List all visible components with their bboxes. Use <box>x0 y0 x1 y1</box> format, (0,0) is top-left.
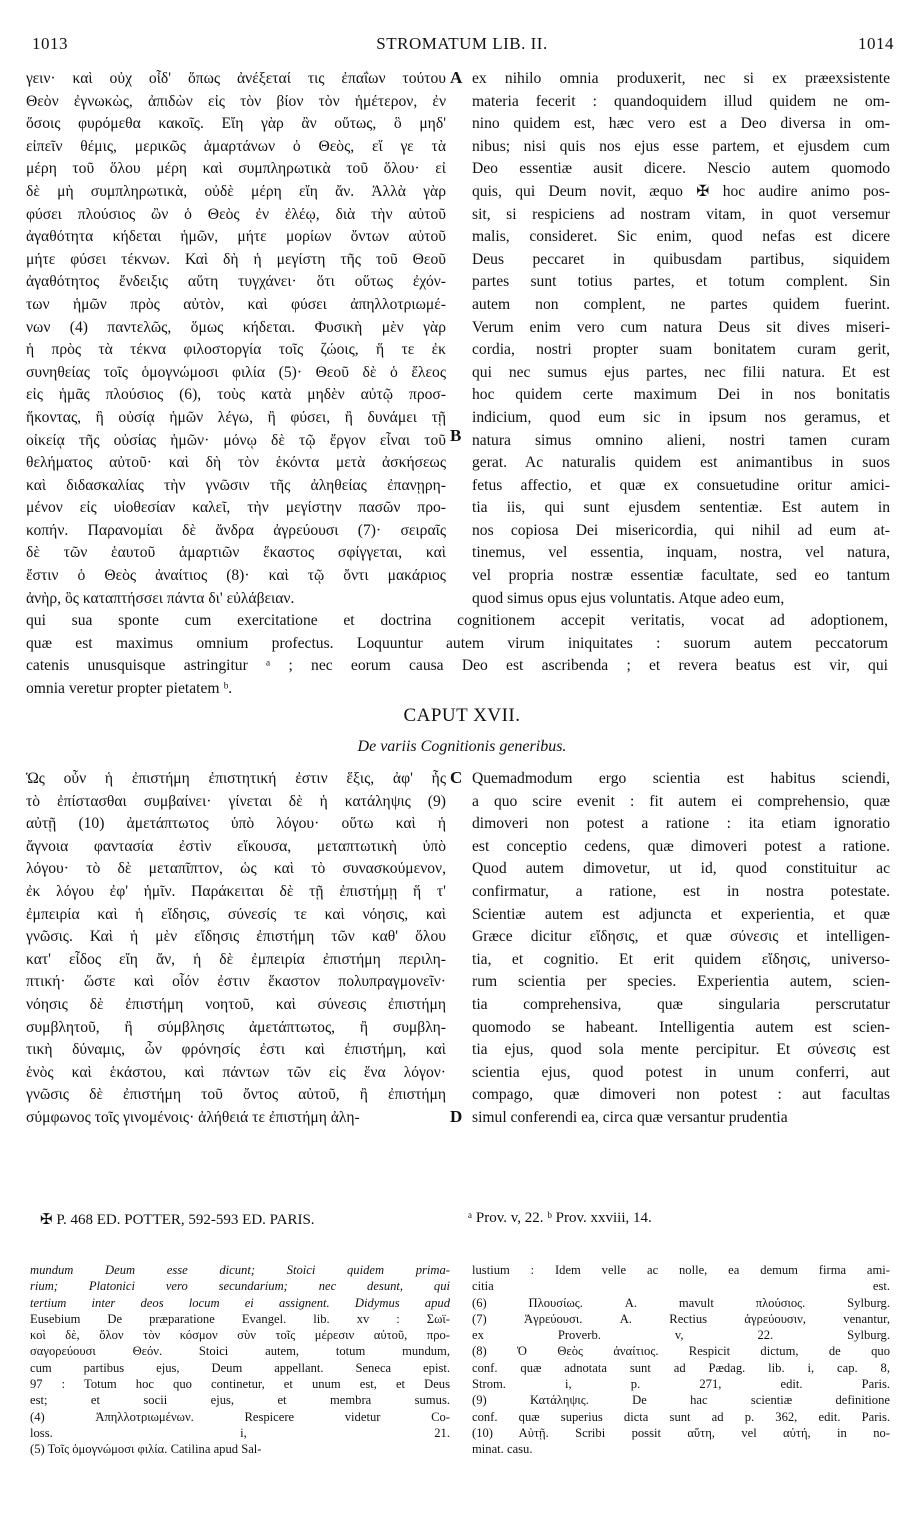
footnote-line: cum partibus ejus, Deum appellant. Seneca epist. <box>30 1360 450 1375</box>
greek-text-line: εἰπεῖν θέμις, μερικῶς ἁμαρτάνων ὁ Θεὸς, εἴ γε τὰ <box>26 137 446 155</box>
latin-text-line: vel propria nostræ essentiæ facultate, sed eo tantum <box>472 567 890 585</box>
footnote-line: citia est. <box>472 1279 890 1294</box>
greek-text-line: καὶ διδασκαλίας τὴν γνῶσιν τῆς ἀληθείας ἐπανῃρη- <box>26 476 446 494</box>
latin-text-line: quomodo se habeant. Intelligentia autem est scien- <box>472 1018 890 1036</box>
greek-text-line: αὐτῇ (10) ἀμετάπτωτος ὑπὸ λόγου· οὕτω καὶ ἡ <box>26 815 446 833</box>
greek-text-line: ἥκοντας, ἢ οὐσίᾳ ἡμῶν λέγω, ἢ φύσει, ἢ δυνάμει τῇ <box>26 408 446 426</box>
greek-text-line: Ὡς οὖν ἡ ἐπιστήμη ἐπιστητική ἐστιν ἕξις, ἀφ' ἧς <box>26 770 446 787</box>
latin-text-line: compago, quæ dimoveri non potest : aut facultas <box>472 1086 890 1104</box>
latin-text-line: rum scientia per species. Experientia autem, scien- <box>472 973 890 991</box>
greek-text-line: ἀγαθότητα κήδεται ἡμῶν, μήτε μορίων ὄντων αὐτοῦ <box>26 228 446 246</box>
latin-text-line: indicium, quod eum sic in ipsum nos geramus, et <box>472 408 890 426</box>
footnote-line: conf. quæ adnotata sunt ad Pædag. lib. i, cap. 8, <box>472 1360 890 1375</box>
margin-marker-b: B <box>450 426 462 445</box>
left-page-number: 1013 <box>32 34 68 53</box>
greek-text-line: τὸ ἐπίστασθαι συμβαίνει· γίνεται δὲ ἡ κατάληψις (9) <box>26 792 446 810</box>
greek-text-line: νων (4) παντελῶς, ὅμως κήδεται. Φυσικὴ μὲν γὰρ <box>26 318 446 336</box>
greek-text-line: πτική· ὥστε καὶ οἷόν ἐστιν ἕκαστον πολυπραγμονεῖν· <box>26 973 446 991</box>
greek-text-line: ἀγαθότητος ἔνδειξις αὕτη τυγχάνει· ὅτι οὕτως ἐχόν- <box>26 273 446 291</box>
footnote-line: (7) Ἀγρεύουσι. A. Rectius ἀγρεύουσιν, venantur, <box>472 1311 890 1326</box>
latin-text-line: tia comprehensiva, quæ singularia perscrutatur <box>472 995 890 1013</box>
greek-column-chapter <box>26 768 446 1130</box>
greek-text-line: γειν· καὶ οὐχ οἶδ' ὅπως ἀνέξεταί τις ἐπαΐων τούτου <box>26 70 446 87</box>
latin-text-line: qui sua sponte cum exercitatione et doctrina cognitionem accepit veritatis, vocat ad adoptionem, <box>26 612 888 629</box>
greek-text-line: ἡ πρὸς τὰ τέκνα φιλοστοργία τοῖς ζώοις, ἥ τε ἐκ <box>26 341 446 359</box>
greek-text-line: Θεὸν ἐγνωκὼς, ἀπιδὼν εἰς τὸν βίον τὸν ἡμέτερον, ἐν <box>26 92 446 110</box>
scripture-references: ᵃ Prov. v, 22. ᵇ Prov. xxviii, 14. <box>468 1210 652 1226</box>
greek-text-line: ἔστιν ὁ Θεὸς ἀναίτιος (8)· καὶ τῷ ὄντι μακάριος <box>26 567 446 585</box>
latin-column-top <box>472 68 890 610</box>
latin-text-line: gerat. Ac naturalis quidem est animantibus in suos <box>472 454 890 472</box>
footnote-line: (8) Ὁ Θεὸς ἀναίτιος. Respicit dictum, de quo <box>472 1344 890 1359</box>
footnote-line: (4) Ἀπηλλοτριωμένων. Respicere videtur Co- <box>30 1409 450 1424</box>
margin-marker-d: D <box>450 1107 463 1126</box>
latin-text-line: tia iis, qui sunt ejusdem sententiæ. Est autem in <box>472 499 890 517</box>
greek-text-line: εἰς ἡμᾶς πλούσιος (6), τοὺς κατὰ μηδὲν αὐτῷ προσ- <box>26 386 446 404</box>
greek-text-line: οἰκείᾳ τῆς οὐσίας ἡμῶν· μόνῳ δὲ τῷ ἔργον εἶναι τοῦ <box>26 431 446 449</box>
footnote-line: (10) Αὐτῇ. Scribi possit αὕτη, vel αὐτή, in no- <box>472 1425 890 1440</box>
latin-text-line: Deus peccaret in quibusdam partibus, siquidem <box>472 250 890 268</box>
greek-text-line: μέρη τοῦ ὅλου μέρη καὶ συμπληρωτικὰ τοῦ ὅλου· εἰ <box>26 160 446 178</box>
latin-column-chapter <box>472 768 890 1130</box>
greek-text-line: ἑνὸς καὶ ἑκάστου, καὶ πάντων τῶν εἰς ἕνα λόγον· <box>26 1063 446 1081</box>
latin-text-line: natura simus omnino alieni, nostri tamen curam <box>472 431 890 449</box>
latin-text-line: qui nec sumus ejus partes, nec filii natura. Et est <box>472 363 890 381</box>
greek-text-line: συμβλητοῦ, ἢ σύμβλησις ἀμετάπτωτος, ἢ συμβλη- <box>26 1018 446 1036</box>
latin-text-line: nibus; nisi quis nos ejus esse partem, et ejusdem cum <box>472 137 890 155</box>
latin-text-line: partes sunt totius partes, et totum complent. Sin <box>472 273 890 291</box>
greek-text-line: γνῶσις δὲ ἐπιστήμη τοῦ ὄντος αὐτοῦ, ἢ ἐπιστήμη <box>26 1086 446 1104</box>
greek-text-line: κοπήν. Παρανομίαι δὲ ἄνδρα ἀγρεύουσι (7)· σειραῖς <box>26 521 446 539</box>
latin-text-line: cordia, nostri propter suam bonitatem curam gerit, <box>472 341 890 359</box>
greek-text-line: λόγου· τὸ δὲ μεταπῖπτον, ὡς καὶ τὸ συνασκούμενον, <box>26 860 446 878</box>
footnote-line: (9) Κατάληψις. De hac scientiæ definitione <box>472 1393 890 1408</box>
footnote-line: minat. casu. <box>472 1442 533 1457</box>
greek-text-line: νόησις δὲ ἐπιστήμη νοητοῦ, καὶ σύνεσις ἐπιστήμη <box>26 995 446 1013</box>
edition-reference: ✠ P. 468 ED. POTTER, 592-593 ED. PARIS. <box>40 1212 315 1228</box>
footnote-line: tertium inter deos locum ei assignent. Didymus apud <box>30 1295 450 1310</box>
footnote-line: (5) Τοῖς ὁμογνώμοσι φιλία. Catilina apud Sal- <box>30 1442 262 1457</box>
footnote-line: σαγορεύουσι Θεόν. Stoici autem, totum mundum, <box>30 1344 450 1359</box>
greek-text-line: δὲ μὴ συμπληρωτικὰ, οὐδὲ μέρη εἴη ἄν. Ἀλλὰ γὰρ <box>26 182 446 200</box>
latin-text-line: nos copiosa Dei misericordia, qui nihil ad eum at- <box>472 521 890 539</box>
greek-text-line: μήτε φύσει τέκνων. Καὶ δὴ ἡ μεγίστη τῆς τοῦ Θεοῦ <box>26 250 446 268</box>
footnote-line: mundum Deum esse dicunt; Stoici quidem prima- <box>30 1263 450 1277</box>
latin-text-line: sit, si respiciens ad nostram vitam, in quot versemur <box>472 205 890 223</box>
greek-column-top <box>26 68 446 610</box>
footnote-line: loss. i, 21. <box>30 1425 450 1440</box>
latin-text-line: Scientiæ autem est adjuncta et experientia, et quæ <box>472 905 890 923</box>
latin-text-line: Quemadmodum ergo scientia est habitus sciendi, <box>472 770 890 787</box>
footnote-line: conf. quæ superius dicta sunt ad p. 362, edit. Paris. <box>472 1409 890 1424</box>
greek-text-line: συνηθείας τοῖς ὁμογνώμοσι φιλία (5)· Θεοῦ δὲ ὁ ἔλεος <box>26 363 446 381</box>
latin-text-line: scientia ejus, quod potest in unum conferri, aut <box>472 1063 890 1081</box>
greek-text-line: θελήματος αὐτοῦ· καὶ δὴ τὸν ἑκόντα μετὰ ἀσκήσεως <box>26 454 446 472</box>
greek-text-line: κατ' εἶδος εἴη ἄν, ἡ δὲ ἐμπειρία ἐπιστήμη περιλη- <box>26 950 446 968</box>
latin-text-line: malis, consideret. Sic enim, quod nefas est dicere <box>472 228 890 246</box>
latin-text-line: materia fecerit : quandoquidem illud quidem ne om- <box>472 92 890 110</box>
latin-text-line: hoc quidem certe maximum Dei in nos bonitatis <box>472 386 890 404</box>
latin-text-line: fetus affectio, et quæ ex consuetudine oritur amici- <box>472 476 890 494</box>
footnote-line: rium; Platonici vero secundarium; nec desunt, qui <box>30 1279 450 1294</box>
latin-text-line: quæ est maximus omnium profectus. Loquuntur autem virum iniquitates : suorum autem peccatorum <box>26 634 888 652</box>
greek-text-line: ἐκ λόγου ἐφ' ἡμῖν. Παράκειται δὲ τῇ ἐπιστήμῃ ἥ τ' <box>26 882 446 900</box>
latin-text-line: Verum enim vero cum natura Deus sit dives miseri- <box>472 318 890 336</box>
latin-text-line: est conceptio cedens, quæ dimoveri potest a ratione. <box>472 837 890 855</box>
margin-marker-a: A <box>450 68 463 87</box>
greek-text-line: των ἡμῶν πρὸς αὐτὸν, καὶ φύσει ἀπηλλοτριωμέ- <box>26 295 446 313</box>
footnote-line: (6) Πλουσίως. A. mavult πλούσιος. Sylburg. <box>472 1295 890 1310</box>
greek-text-line: δὲ τῶν ἑαυτοῦ ἁμαρτιῶν ἕκαστος σφίγγεται, καὶ <box>26 544 446 562</box>
chapter-title: CAPUT XVII. <box>403 705 521 726</box>
greek-text-line: ἀνὴρ, ὃς καταπτήσσει πάντα δι' εὐλάβειαν. <box>26 589 295 607</box>
latin-text-line: dimoveri non potest a ratione : ita etiam ignoratio <box>472 815 890 833</box>
latin-text-line: tinemus, vel essentia, inquam, nostra, vel natura, <box>472 544 890 562</box>
latin-text-line: a quo scire evenit : fit autem ei comprehensio, quæ <box>472 792 890 810</box>
greek-text-line: ὅσοις φυρόμεθα κακοῖς. Εἴη γὰρ ἂν οὕτως, ὃ μηδ' <box>26 115 446 133</box>
greek-text-line: ἄγνοια φαντασία ἐστὶν εἴκουσα, μεταπτωτικὴ ὑπὸ <box>26 837 446 855</box>
footnote-line: est; et socii ejus, et membra sumus. <box>30 1393 450 1408</box>
latin-text-line: ex nihilo omnia produxerit, nec si ex præexsistente <box>472 70 890 87</box>
footnote-line: κοὶ δὲ, ὅλον τὸν κόσμον σὺν τοῖς μέρεσιν αὐτοῦ, προ- <box>30 1328 450 1343</box>
latin-text-line: simul conferendi ea, circa quæ versantur prudentia <box>472 1108 788 1126</box>
latin-text-line: tia, et cognitio. Et erit quidem εἴδησις, universo- <box>472 950 890 968</box>
latin-text-line: catenis unusquisque astringitur ᵃ ; nec eorum causa Deo est ascribenda ; et revera beatus est vir, qui <box>26 657 888 675</box>
greek-text-line: φύσει πλούσιος ὢν ὁ Θεὸς ἐν ἐλέῳ, διὰ τὴν αὐτοῦ <box>26 205 446 223</box>
latin-text-line: confirmatur, a ratione, est in nostra potestate. <box>472 882 890 900</box>
right-page-number: 1014 <box>858 34 894 53</box>
full-width-paragraph <box>26 610 888 700</box>
latin-text-line: Deo essentiæ ausit dicere. Nescio autem quomodo <box>472 160 890 178</box>
latin-text-line: Quod autem dimovetur, ut id, quod constituitur ac <box>472 860 890 878</box>
greek-text-line: σύμφωνος τοῖς γινομένοις· ἀλήθειά τε ἐπιστήμη ἀλη- <box>26 1108 360 1126</box>
footnote-line: Strom. i, p. 271, edit. Paris. <box>472 1377 890 1392</box>
footnotes-left <box>30 1262 450 1458</box>
footnote-line: lustium : Idem velle ac nolle, ea demum firma ami- <box>472 1263 890 1277</box>
footnote-line: ex Proverb. v, 22. Sylburg. <box>472 1328 890 1343</box>
footnotes-right <box>472 1262 890 1458</box>
running-title: STROMATUM LIB. II. <box>376 34 548 53</box>
footnote-line: Eusebium De præparatione Evangel. lib. xv : Σωϊ- <box>30 1311 450 1326</box>
chapter-subtitle: De variis Cognitionis generibus. <box>357 738 567 755</box>
latin-text-line: Græce dicitur εἴδησις, et quæ σύνεσις et intelligen- <box>472 928 890 946</box>
greek-text-line: τικὴ δύναμις, ὧν φρόνησίς ἐστι καὶ ἐπιστήμη, καὶ <box>26 1041 446 1059</box>
latin-text-line: nino quidem est, hæc vero est a Deo diversa in om- <box>472 115 890 133</box>
latin-text-line: omnia veretur propter pietatem ᵇ. <box>26 679 233 697</box>
latin-text-line: quod simus opus ejus voluntatis. Atque adeo eum, <box>472 589 785 607</box>
greek-text-line: γνῶσις. Καὶ ἡ μὲν εἴδησις ἐπιστήμη τῶν καθ' ὅλου <box>26 928 446 946</box>
greek-text-line: μένον εἰς υἱοθεσίαν καλεῖ, τὴν μεγίστην πασῶν προ- <box>26 499 446 517</box>
latin-text-line: quis, qui Deum novit, æquo ✠ hoc audire animo pos- <box>472 182 890 200</box>
latin-text-line: tia ejus, quod sola mente percipitur. Et σύνεσις est <box>472 1041 890 1059</box>
footnote-line: 97 : Totum hoc quo continetur, et unum est, et Deus <box>30 1377 450 1392</box>
margin-marker-c: C <box>450 768 463 787</box>
greek-text-line: ἐμπειρία καὶ ἡ εἴδησις, σύνεσίς τε καὶ νόησις, καὶ <box>26 905 446 923</box>
latin-text-line: autem non complent, ne partes quidem fuerint. <box>472 295 890 313</box>
